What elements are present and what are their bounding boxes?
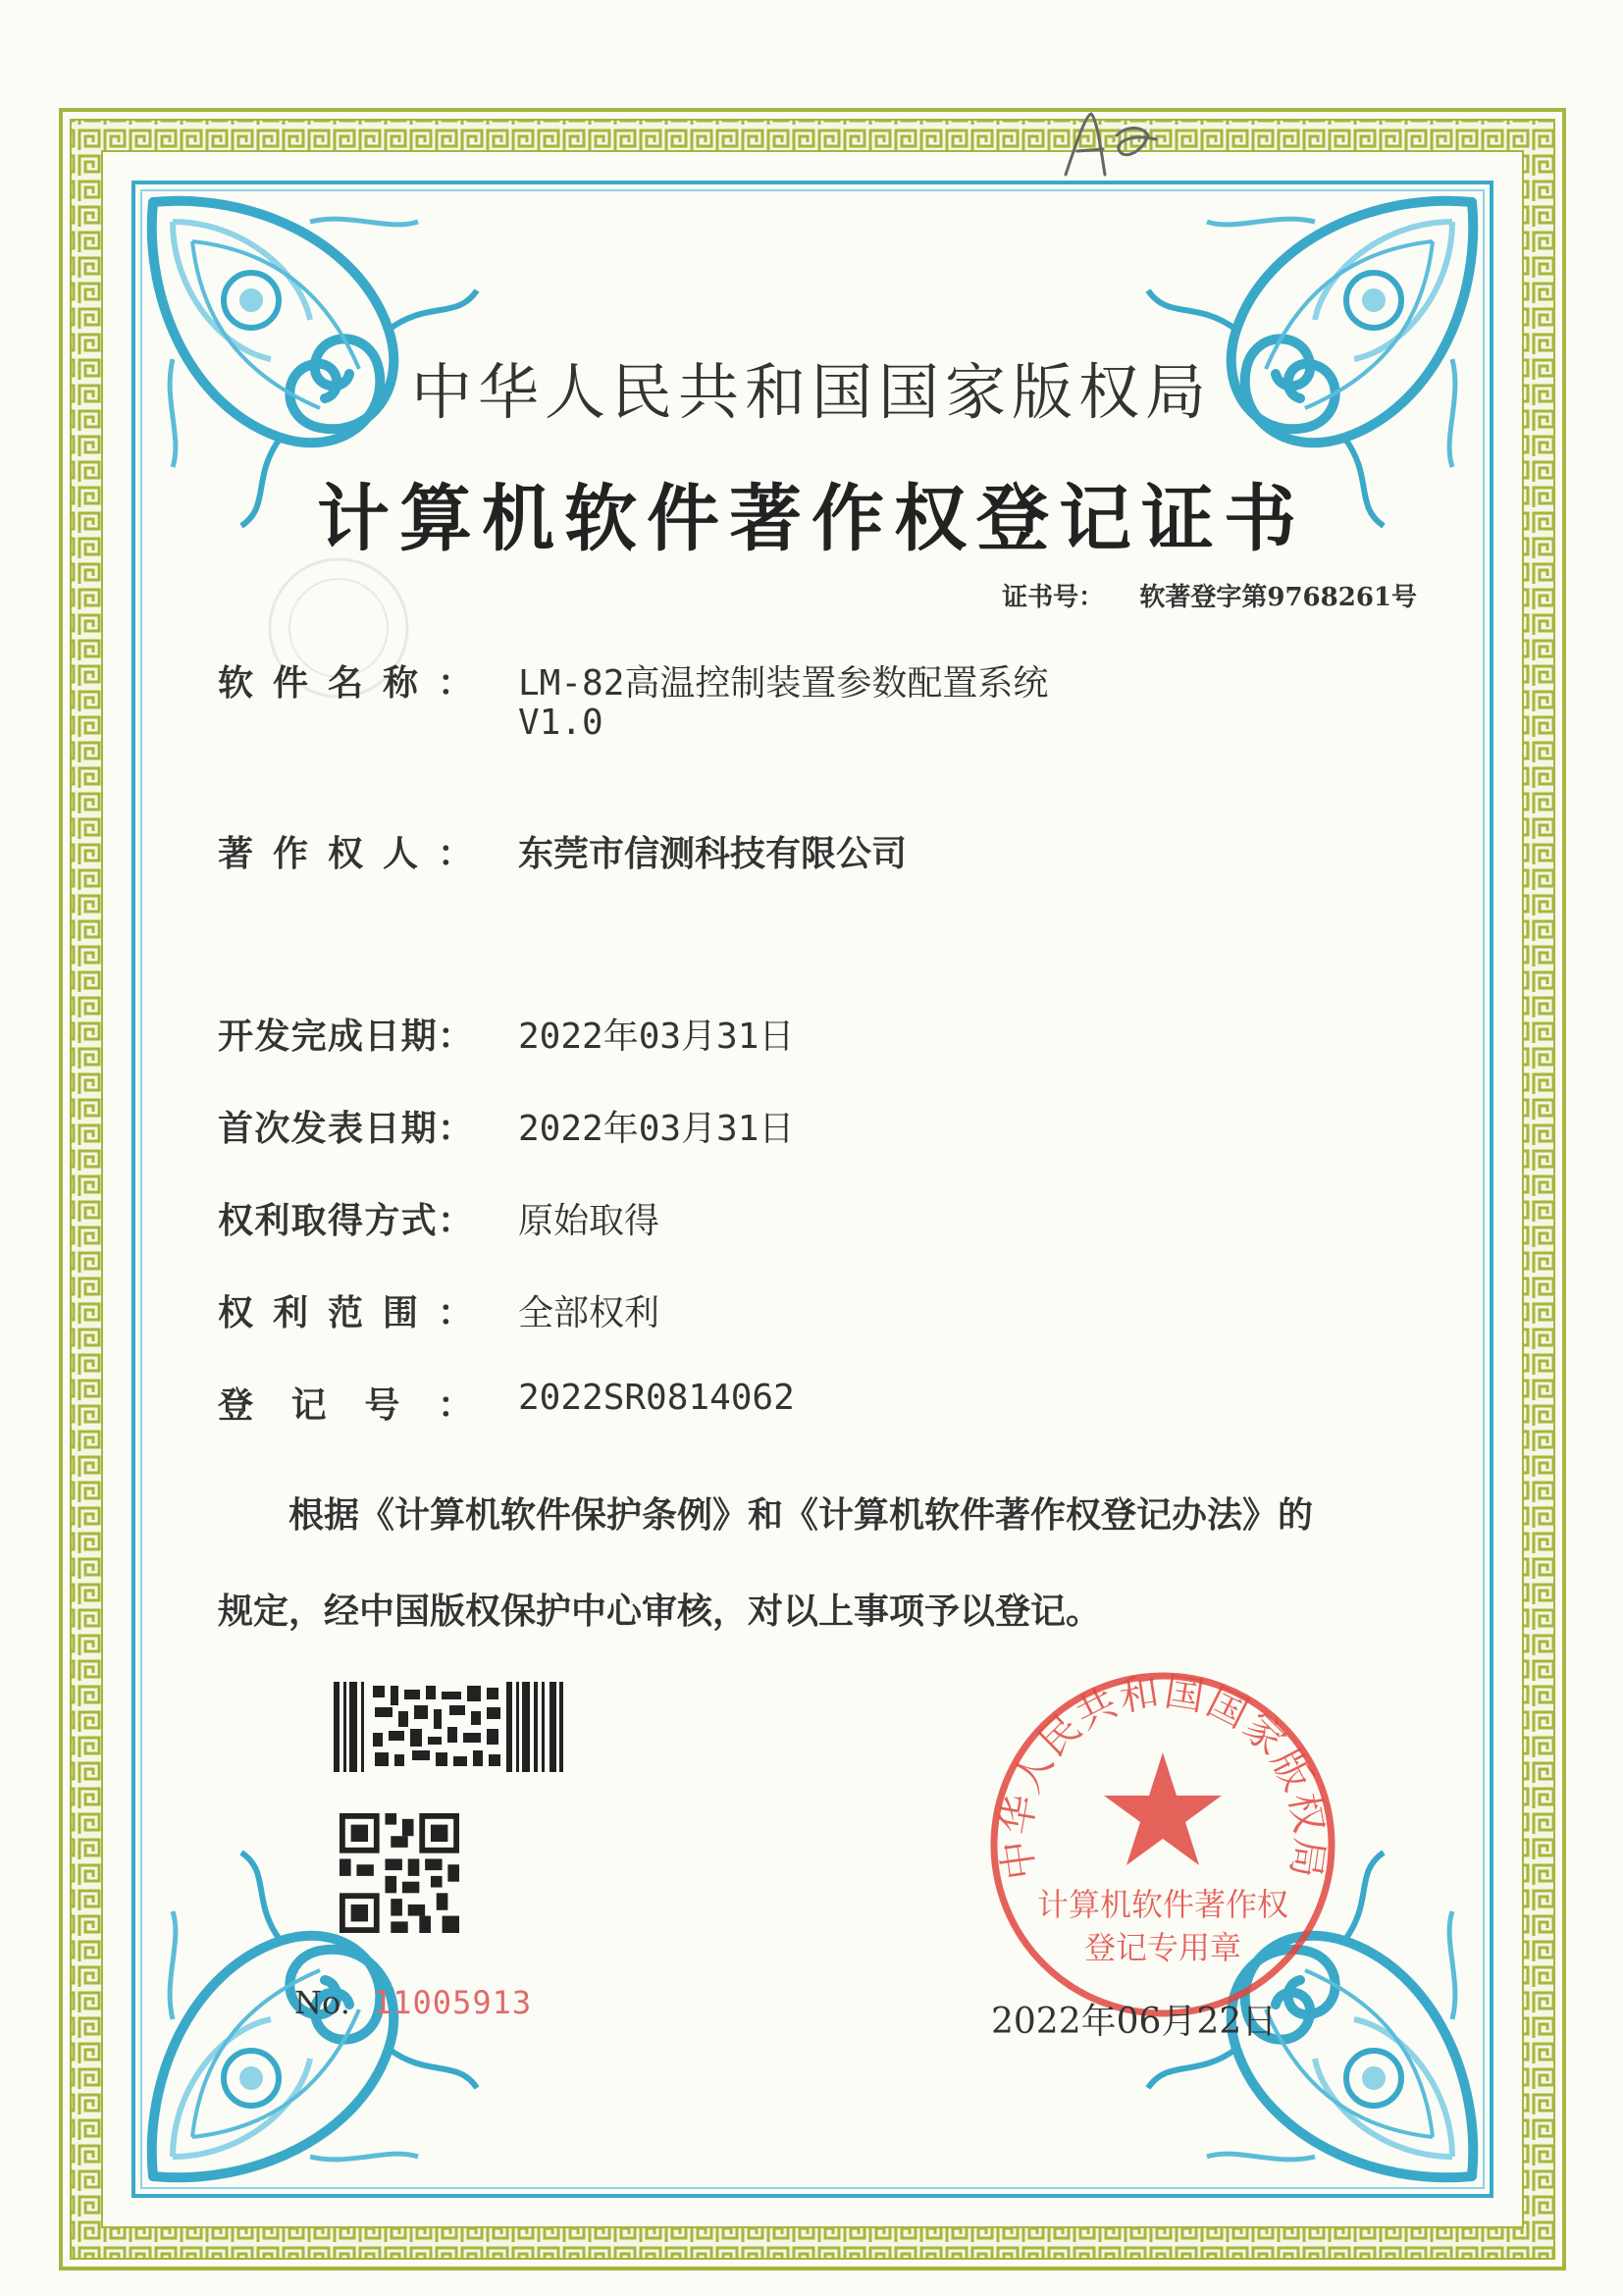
serial-number: 11005913 xyxy=(373,1984,533,2021)
issuing-authority: 中华人民共和国国家版权局 xyxy=(410,356,1212,428)
registration-number-label: 登记号： xyxy=(218,1384,473,1426)
copyright-owner-label: 著作权人： xyxy=(218,833,473,874)
registration-number-value: 2022SR0814062 xyxy=(518,1378,795,1418)
software-name-label: 软件名称： xyxy=(218,662,473,704)
declaration-line-1: 根据《计算机软件保护条例》和《计算机软件著作权登记办法》的 xyxy=(288,1494,1314,1536)
declaration-line-2: 规定，经中国版权保护中心审核，对以上事项予以登记。 xyxy=(218,1591,1102,1632)
first-publish-date-label: 首次发表日期： xyxy=(218,1108,473,1149)
qr-code xyxy=(340,1813,459,1933)
official-seal xyxy=(976,1658,1349,2031)
seal-line-1: 计算机软件著作权 xyxy=(1036,1886,1289,1923)
certificate-number xyxy=(1002,577,1417,613)
software-name-value: LM-82高温控制装置参数配置系统 xyxy=(518,663,1049,704)
certificate-title: 计算机软件著作权登记证书 xyxy=(317,477,1306,561)
dev-complete-date-value: 2022年03月31日 xyxy=(518,1017,795,1057)
dev-complete-date-label: 开发完成日期： xyxy=(218,1016,473,1057)
certificate-number-label: 证书号： xyxy=(1002,583,1105,612)
first-publish-date-value: 2022年03月31日 xyxy=(518,1109,795,1149)
handwritten-mark xyxy=(1058,106,1166,184)
issue-date: 2022年06月22日 xyxy=(991,2002,1278,2042)
certificate-number-value: 软著登字第9768261号 xyxy=(1139,583,1417,612)
copyright-owner-value: 东莞市信测科技有限公司 xyxy=(518,834,908,874)
rights-scope-label: 权利范围： xyxy=(218,1292,473,1333)
seal-line-2: 登记专用章 xyxy=(1083,1929,1242,1966)
software-version-value: V1.0 xyxy=(518,703,603,743)
rights-scope-value: 全部权利 xyxy=(518,1293,660,1333)
serial-label: No. xyxy=(294,1984,350,2021)
acquisition-method-value: 原始取得 xyxy=(518,1201,660,1241)
barcode xyxy=(334,1682,565,1772)
seal-outer-text: 中华人民共和国国家版权局 xyxy=(993,1669,1333,1883)
acquisition-method-label: 权利取得方式： xyxy=(218,1200,473,1241)
